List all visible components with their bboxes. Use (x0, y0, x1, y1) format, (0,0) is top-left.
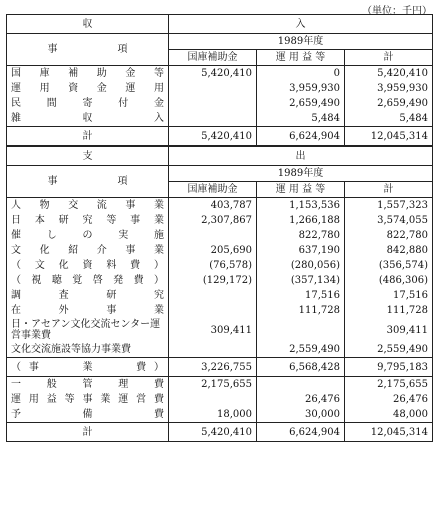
expense-subheader-row (7, 166, 433, 182)
row-label: 雑 収 入 (7, 111, 169, 127)
expense-header-row (7, 146, 433, 166)
row-total: 48,000 (345, 407, 433, 423)
row-total: 26,476 (345, 392, 433, 407)
expense-row (7, 303, 433, 318)
expense-admin-row (7, 392, 433, 407)
row-label: 催しの実施 (7, 228, 169, 243)
row-investment: 637,190 (257, 243, 345, 258)
row-total: 3,959,930 (345, 81, 433, 96)
budget-table (6, 14, 433, 442)
row-total: 17,516 (345, 288, 433, 303)
row-label: 一般管理費 (7, 377, 169, 393)
income-total-total: 12,045,314 (345, 127, 433, 147)
row-subsidy: 403,787 (169, 198, 257, 214)
row-investment (257, 377, 345, 393)
row-total: 2,175,655 (345, 377, 433, 393)
row-investment: (280,056) (257, 258, 345, 273)
income-total-label: 計 (7, 127, 169, 147)
row-total: 5,484 (345, 111, 433, 127)
expense-total-row (7, 423, 433, 442)
row-investment: 1,153,536 (257, 198, 345, 214)
expense-subtotal-subsidy: 3,226,755 (169, 358, 257, 377)
expense-admin-row (7, 407, 433, 423)
row-subsidy: (76,578) (169, 258, 257, 273)
row-label: 文化交流施設等協力事業費 (7, 342, 169, 358)
income-col-subsidy: 国庫補助金 (169, 50, 257, 66)
income-header-row (7, 15, 433, 34)
row-subsidy: (129,172) (169, 273, 257, 288)
row-investment: 0 (257, 66, 345, 82)
row-label: 予 備 費 (7, 407, 169, 423)
expense-row (7, 273, 433, 288)
row-investment: 17,516 (257, 288, 345, 303)
expense-row (7, 342, 433, 358)
row-subsidy (169, 342, 257, 358)
income-row (7, 66, 433, 82)
expense-col-total: 計 (345, 182, 433, 198)
expense-subtotal-row (7, 358, 433, 377)
income-total-investment: 6,624,904 (257, 127, 345, 147)
expense-row (7, 288, 433, 303)
row-label: 文化紹介事業 (7, 243, 169, 258)
row-total: 2,559,490 (345, 342, 433, 358)
row-label: 人物交流事業 (7, 198, 169, 214)
row-label: 運用益等事業運営費 (7, 392, 169, 407)
row-subsidy: 5,420,410 (169, 66, 257, 82)
row-label: 日・アセアン文化交流センター運営事業費 (7, 318, 169, 342)
row-label: 国庫補助金等 (7, 66, 169, 82)
row-total: 3,574,055 (345, 213, 433, 228)
row-total: (486,306) (345, 273, 433, 288)
expense-item-header: 事 項 (7, 166, 169, 198)
row-subsidy (169, 96, 257, 111)
row-investment: 111,728 (257, 303, 345, 318)
row-label: 在 外 事 業 (7, 303, 169, 318)
row-subsidy (169, 228, 257, 243)
expense-row (7, 228, 433, 243)
income-col-total: 計 (345, 50, 433, 66)
row-total: 5,420,410 (345, 66, 433, 82)
row-total: (356,574) (345, 258, 433, 273)
expense-admin-row (7, 377, 433, 393)
row-investment: 2,559,490 (257, 342, 345, 358)
row-subsidy (169, 81, 257, 96)
row-total: 1,557,323 (345, 198, 433, 214)
row-subsidy: 2,175,655 (169, 377, 257, 393)
income-item-header: 事 項 (7, 34, 169, 66)
income-year-header: 1989年度 (169, 34, 433, 50)
expense-row (7, 198, 433, 214)
row-subsidy: 18,000 (169, 407, 257, 423)
row-subsidy: 2,307,867 (169, 213, 257, 228)
unit-label: （単位：千円） (362, 6, 432, 17)
row-investment: 822,780 (257, 228, 345, 243)
expense-total-subsidy: 5,420,410 (169, 423, 257, 442)
row-label: （視聴覚啓発費） (7, 273, 169, 288)
income-row (7, 81, 433, 96)
row-investment: 3,959,930 (257, 81, 345, 96)
row-investment (257, 318, 345, 342)
expense-col-subsidy: 国庫補助金 (169, 182, 257, 198)
row-label: 調 査 研 究 (7, 288, 169, 303)
row-total: 842,880 (345, 243, 433, 258)
row-label: 民間寄付金 (7, 96, 169, 111)
row-total: 2,659,490 (345, 96, 433, 111)
row-investment: 5,484 (257, 111, 345, 127)
income-row (7, 111, 433, 127)
income-total-subsidy: 5,420,410 (169, 127, 257, 147)
row-investment: 1,266,188 (257, 213, 345, 228)
row-total: 111,728 (345, 303, 433, 318)
expense-header-left: 支 (7, 146, 169, 166)
row-subsidy: 309,411 (169, 318, 257, 342)
expense-total-total: 12,045,314 (345, 423, 433, 442)
row-total: 309,411 (345, 318, 433, 342)
income-header-right: 入 (169, 15, 433, 34)
expense-subtotal-total: 9,795,183 (345, 358, 433, 377)
expense-subtotal-label: （事 業 費） (7, 358, 169, 377)
expense-total-label: 計 (7, 423, 169, 442)
expense-header-right: 出 (169, 146, 433, 166)
row-subsidy (169, 288, 257, 303)
row-investment: 2,659,490 (257, 96, 345, 111)
income-col-investment: 運 用 益 等 (257, 50, 345, 66)
expense-col-investment: 運 用 益 等 (257, 182, 345, 198)
expense-subtotal-investment: 6,568,428 (257, 358, 345, 377)
row-subsidy (169, 392, 257, 407)
expense-row (7, 258, 433, 273)
row-label: （文化資料費） (7, 258, 169, 273)
row-investment: 26,476 (257, 392, 345, 407)
row-investment: 30,000 (257, 407, 345, 423)
row-subsidy (169, 303, 257, 318)
income-subheader-row (7, 34, 433, 50)
expense-total-investment: 6,624,904 (257, 423, 345, 442)
income-row (7, 96, 433, 111)
row-subsidy: 205,690 (169, 243, 257, 258)
row-subsidy (169, 111, 257, 127)
expense-row (7, 213, 433, 228)
expense-row (7, 243, 433, 258)
row-investment: (357,134) (257, 273, 345, 288)
expense-year-header: 1989年度 (169, 166, 433, 182)
income-header-left: 収 (7, 15, 169, 34)
row-total: 822,780 (345, 228, 433, 243)
row-label: 日本研究等事業 (7, 213, 169, 228)
income-total-row (7, 127, 433, 147)
expense-row (7, 318, 433, 342)
row-label: 運用資金運用 (7, 81, 169, 96)
